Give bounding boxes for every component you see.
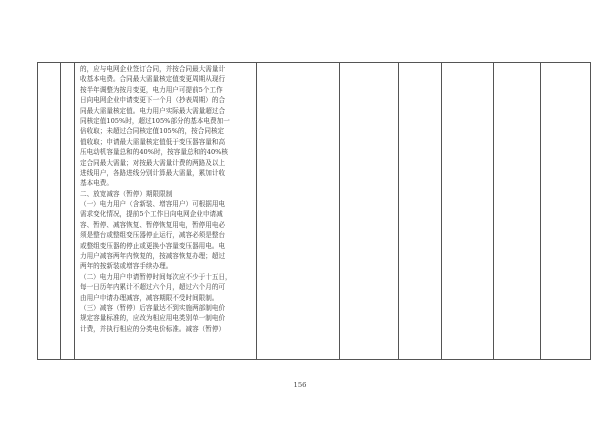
text-line: 同最大需量核定值。电力用户实际最大需量超过合: [80, 106, 226, 115]
policy-table: [37, 62, 591, 360]
table-cell-empty: [340, 63, 399, 360]
text-line: 进线用户，各路进线分别计算最大需量，累加计收: [80, 168, 226, 177]
text-line: 基本电费。: [80, 179, 113, 188]
text-line: 规定容量标准的，应改为相应用电类别单一制电价: [80, 314, 226, 323]
content-text: [75, 63, 256, 334]
text-line: 计费，并执行相应的分类电价标准。减容（暂停）: [80, 324, 226, 333]
text-line: 收基本电费。合同最大需量核定值变更周期从现行: [80, 75, 226, 84]
table-cell-empty: [399, 63, 442, 360]
text-line: 按半年调整为按月变更，电力用户可提前5个工作: [80, 85, 223, 94]
text-line: 值收取；申请最大需量核定值低于变压器容量和高: [80, 137, 226, 146]
table-cell-sub: [61, 63, 75, 360]
text-line: 倍收取；未超过合同核定值105%的，按合同核定: [80, 127, 225, 136]
text-line: 的，应与电网企业签订合同，并按合同最大需量计: [80, 65, 226, 73]
table-cell-empty: [257, 63, 340, 360]
text-line: 力用户减容两年内恢复的，按减容恢复办理；超过: [80, 252, 226, 261]
text-line: 二、放宽减容（暂停）期限限制: [80, 189, 173, 198]
table-cell-empty: [494, 63, 541, 360]
text-line: （二）电力用户申请暂停时间每次应不少于十五日，: [80, 272, 232, 281]
text-line: 须是整台或整组变压器停止运行，减容必须是整台: [80, 231, 226, 240]
page-number: 156: [293, 381, 307, 389]
table-row: [38, 63, 591, 360]
text-line: 日向电网企业申请变更下一个月（抄表周期）的合: [80, 96, 226, 105]
text-line: 容、暂停、减容恢复、暂停恢复用电，暂停用电必: [80, 220, 226, 229]
text-line: 两年的按新装或增容手续办理。: [80, 262, 173, 271]
text-line: 每一日历年内累计不超过六个月，超过六个月的可: [80, 283, 226, 292]
text-line: （一）电力用户（含新装、增容用户）可根据用电: [80, 200, 226, 209]
text-line: 同核定值105%时，超过105%部分的基本电费加一: [80, 116, 230, 125]
text-line: 定合同最大需量；对按最大需量计费的两路及以上: [80, 158, 226, 167]
table-cell-empty: [541, 63, 591, 360]
table-cell-index: [38, 63, 61, 360]
text-line: 由用户申请办理减容，减容期限不受时间限制。: [80, 293, 219, 302]
text-line: 需求变化情况，提前5个工作日向电网企业申请减: [80, 210, 223, 219]
text-line: 或整组变压器的停止或更换小容量变压器用电。电: [80, 241, 226, 250]
table-cell-empty: [442, 63, 494, 360]
text-line: 压电动机容量总和的40%时，按容量总和的40%核: [80, 148, 228, 157]
text-line: （三）减容（暂停）后容量达不到实施两部制电价: [80, 303, 226, 312]
table-cell-content: [75, 63, 257, 360]
